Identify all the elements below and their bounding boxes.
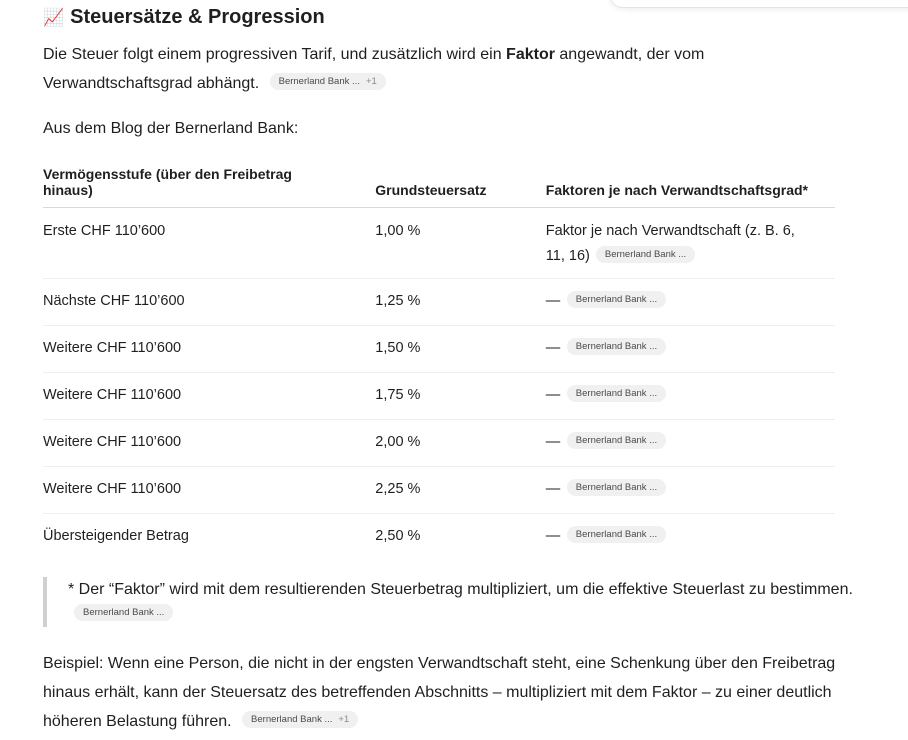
example-paragraph <box>43 649 843 736</box>
source-chip-label: Bernerland Bank ... <box>575 481 658 493</box>
factor-cell <box>546 373 835 420</box>
source-chip[interactable] <box>567 479 666 496</box>
tier-cell: Nächste CHF 110’600 <box>43 279 375 326</box>
rate-cell: 1,25 % <box>375 279 545 326</box>
source-chip-label: Bernerland Bank ... <box>604 248 687 260</box>
source-chip-label: Bernerland Bank ... <box>575 528 658 540</box>
rate-cell: 1,75 % <box>375 373 545 420</box>
chart-increasing-icon: 📈 <box>43 8 65 27</box>
footnote-text: * Der “Faktor” wird mit dem resultierenden Steuerbetrag multipliziert, um die effektive Steuerlast zu bestimmen. <box>68 581 853 598</box>
rate-cell: 2,00 % <box>375 420 545 467</box>
factor-text: — <box>545 293 561 309</box>
table-row <box>43 373 835 420</box>
example-text: Beispiel: Wenn eine Person, die nicht in der engsten Verwandtschaft steht, eine Schenkung über den Freibetrag hinaus erhält, kann der Steuersatz des betreffenden Abschnitts – multipliziert mit dem Faktor – zu einer deutlich höheren Belastung führen. <box>43 655 836 730</box>
table-row <box>43 467 835 514</box>
factor-cell <box>546 467 835 514</box>
intro-text-end: angewandt, der vom Verwandtschaftsgrad abhängt. <box>43 46 705 92</box>
source-chip[interactable] <box>242 711 358 728</box>
tier-cell: Weitere CHF 110’600 <box>43 326 375 373</box>
source-chip[interactable] <box>567 432 666 449</box>
factor-text: — <box>545 340 561 356</box>
rate-cell: 1,00 % <box>375 208 545 279</box>
table-row <box>43 208 835 279</box>
section-title: Steuersätze & Progression <box>70 6 325 28</box>
source-chip-label: Bernerland Bank ... <box>575 293 658 305</box>
intro-bold-term: Faktor <box>506 46 555 63</box>
header-rate: Grundsteuersatz <box>375 166 545 208</box>
source-chip-label: Bernerland Bank ... <box>83 607 165 619</box>
factor-text: — <box>545 387 561 403</box>
factor-cell <box>546 514 835 561</box>
factor-cell <box>546 279 835 326</box>
rate-cell: 2,50 % <box>375 528 421 544</box>
source-chip[interactable] <box>596 246 695 263</box>
overlay-panel-corner <box>609 0 908 8</box>
table-header-row <box>43 166 835 208</box>
table-row <box>43 279 835 326</box>
table-row <box>43 420 835 467</box>
source-chip[interactable] <box>270 73 386 90</box>
tax-rate-table <box>43 166 835 560</box>
factor-text: — <box>545 481 561 497</box>
factor-text: Faktor je nach Verwandtschaft (z. B. 6, 11, 16) <box>545 223 795 264</box>
factor-text: — <box>545 528 561 544</box>
source-chip[interactable] <box>567 338 666 355</box>
table-row <box>43 326 835 373</box>
source-chip-extra: +1 <box>365 76 377 88</box>
section-heading <box>43 5 325 30</box>
source-chip-label: Bernerland Bank ... <box>251 714 333 726</box>
factor-cell <box>546 326 835 373</box>
source-chip-label: Bernerland Bank ... <box>575 340 658 352</box>
blog-intro: Aus dem Blog der Bernerland Bank: <box>43 120 299 137</box>
source-chip[interactable] <box>567 291 666 308</box>
rate-cell: 1,50 % <box>375 326 545 373</box>
source-chip[interactable] <box>567 526 666 543</box>
factor-cell <box>546 208 835 279</box>
tier-cell: Weitere CHF 110’600 <box>43 420 375 467</box>
source-chip[interactable] <box>567 385 666 402</box>
tier-cell: Weitere CHF 110’600 <box>43 373 375 420</box>
source-chip-label: Bernerland Bank ... <box>575 434 658 446</box>
tier-cell: Weitere CHF 110’600 <box>43 467 375 514</box>
factor-text: — <box>545 434 561 450</box>
source-chip-label: Bernerland Bank ... <box>575 387 658 399</box>
factor-cell <box>546 420 835 467</box>
footnote-blockquote <box>43 577 858 627</box>
tier-cell: Übersteigender Betrag <box>43 528 189 544</box>
tier-cell: Erste CHF 110’600 <box>43 208 375 279</box>
intro-text-start: Die Steuer folgt einem progressiven Tarif, und zusätzlich wird ein <box>43 46 507 63</box>
intro-paragraph <box>43 40 843 98</box>
source-chip[interactable] <box>74 604 173 621</box>
table-row <box>43 514 835 561</box>
source-chip-label: Bernerland Bank ... <box>278 76 360 88</box>
rate-cell: 2,25 % <box>375 467 545 514</box>
source-chip-extra: +1 <box>338 714 350 726</box>
header-factor: Faktoren je nach Verwandtschaftsgrad* <box>546 166 835 208</box>
header-tier: Vermögensstufe (über den Freibetrag hinaus) <box>43 166 375 208</box>
